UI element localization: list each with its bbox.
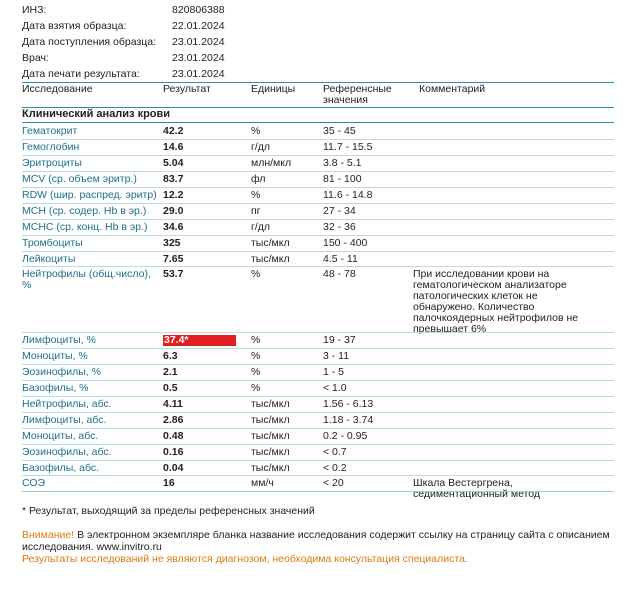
- reference-range: 3.8 - 5.1: [323, 157, 362, 169]
- header-label: ИНЗ:: [22, 4, 47, 16]
- result-units: тыс/мкл: [251, 446, 290, 458]
- result-value: 0.48: [163, 430, 184, 442]
- header-row: [22, 34, 292, 50]
- result-units: %: [251, 125, 261, 137]
- notice-text: В электронном экземпляре бланка название исследования содержит ссылку на страницу сайта с описанием исследования. www.invitro.ru: [22, 529, 610, 553]
- result-units: тыс/мкл: [251, 414, 290, 426]
- footnote: * Результат, выходящий за пределы референсных значений: [22, 505, 315, 517]
- row-separator: [22, 460, 614, 461]
- result-value: 4.11: [163, 398, 183, 410]
- col-units: Единицы: [251, 83, 296, 95]
- reference-range: 3 - 11: [323, 350, 350, 362]
- result-value: 325: [163, 237, 181, 249]
- result-units: млн/мкл: [251, 157, 292, 169]
- test-name: Гемоглобин: [22, 141, 80, 153]
- result-value: 16: [163, 477, 175, 489]
- reference-range: 27 - 34: [323, 205, 356, 217]
- row-separator: [22, 219, 614, 220]
- test-name: Моноциты, абс.: [22, 430, 99, 442]
- result-units: тыс/мкл: [251, 398, 290, 410]
- reference-range: 1.18 - 3.74: [323, 414, 374, 426]
- notice: [22, 529, 622, 553]
- row-separator: [22, 139, 614, 140]
- reference-range: 32 - 36: [323, 221, 356, 233]
- header-label: Дата взятия образца:: [22, 20, 127, 32]
- reference-range: 1 - 5: [323, 366, 345, 378]
- col-comment: Комментарий: [419, 83, 486, 95]
- test-name: Тромбоциты: [22, 237, 83, 249]
- test-name: MCH (ср. содер. Hb в эр.): [22, 205, 147, 217]
- section-title: Клинический анализ крови: [22, 108, 171, 120]
- result-units: г/дл: [251, 221, 271, 233]
- col-reference: Референсные значения: [323, 83, 392, 106]
- result-value: 7.65: [163, 253, 184, 265]
- result-units: тыс/мкл: [251, 462, 290, 474]
- notice-warning: Внимание!: [22, 529, 75, 541]
- header-rule-top: [22, 82, 614, 83]
- test-name: Лимфоциты, %: [22, 334, 96, 346]
- col-test: Исследование: [22, 83, 93, 95]
- result-value: 12.2: [163, 189, 184, 201]
- test-name: Эозинофилы, %: [22, 366, 101, 378]
- reference-range: 81 - 100: [323, 173, 362, 185]
- test-name: СОЭ: [22, 477, 46, 489]
- result-units: тыс/мкл: [251, 430, 290, 442]
- result-value: 83.7: [163, 173, 184, 185]
- row-separator: [22, 332, 614, 333]
- reference-range: < 0.2: [323, 462, 347, 474]
- result-units: %: [251, 189, 261, 201]
- result-value-flagged: 37.4*: [163, 335, 236, 346]
- result-value: 0.04: [163, 462, 184, 474]
- row-separator: [22, 266, 614, 267]
- reference-range: < 20: [323, 477, 344, 489]
- result-units: %: [251, 268, 261, 280]
- test-name: Гематокрит: [22, 125, 78, 137]
- row-separator: [22, 235, 614, 236]
- reference-range: 1.56 - 6.13: [323, 398, 374, 410]
- row-separator: [22, 187, 614, 188]
- result-units: фл: [251, 173, 266, 185]
- header-value: 22.01.2024: [172, 20, 225, 32]
- test-name: RDW (шир. распред. эритр): [22, 189, 157, 201]
- result-value: 0.16: [163, 446, 184, 458]
- result-value: 42.2: [163, 125, 184, 137]
- row-separator: [22, 396, 614, 397]
- row-separator: [22, 380, 614, 381]
- result-units: %: [251, 334, 261, 346]
- result-value: 53.7: [163, 268, 184, 280]
- result-value: 2.86: [163, 414, 184, 426]
- test-name: MCHC (ср. конц. Hb в эр.): [22, 221, 148, 233]
- test-name: Эозинофилы, абс.: [22, 446, 112, 458]
- test-name: Базофилы, %: [22, 382, 89, 394]
- test-name: Нейтрофилы (общ.число), %: [22, 268, 151, 291]
- header-value: 23.01.2024: [172, 68, 225, 80]
- row-separator: [22, 444, 614, 445]
- result-units: тыс/мкл: [251, 237, 290, 249]
- row-separator: [22, 155, 614, 156]
- row-separator: [22, 203, 614, 204]
- reference-range: 11.6 - 14.8: [323, 189, 373, 201]
- row-separator: [22, 171, 614, 172]
- disclaimer: Результаты исследований не являются диагнозом, необходима консультация специалиста.: [22, 553, 468, 565]
- col-result: Результат: [163, 83, 211, 95]
- result-value: 34.6: [163, 221, 184, 233]
- header-row: [22, 18, 292, 34]
- header-label: Дата поступления образца:: [22, 36, 157, 48]
- result-units: %: [251, 366, 261, 378]
- reference-range: 48 - 78: [323, 268, 356, 280]
- result-units: %: [251, 350, 261, 362]
- result-value: 14.6: [163, 141, 184, 153]
- result-comment: При исследовании крови на гематологическом анализаторе патологических клеток не обнаружено. Количество палочкоядерных нейтрофилов не превышает 6%: [413, 268, 579, 335]
- result-comment: Шкала Вестергрена, седиментационный метод: [413, 477, 541, 500]
- result-value: 6.3: [163, 350, 178, 362]
- reference-range: 0.2 - 0.95: [323, 430, 368, 442]
- test-name: Лимфоциты, абс.: [22, 414, 107, 426]
- reference-range: 19 - 37: [323, 334, 356, 346]
- result-value: 5.04: [163, 157, 184, 169]
- test-name: Базофилы, абс.: [22, 462, 100, 474]
- row-separator: [22, 412, 614, 413]
- reference-range: 35 - 45: [323, 125, 356, 137]
- section-rule: [22, 122, 614, 123]
- result-units: %: [251, 382, 261, 394]
- header-row: [22, 50, 292, 66]
- row-separator: [22, 428, 614, 429]
- header-value: 820806388: [172, 4, 225, 16]
- reference-range: 150 - 400: [323, 237, 368, 249]
- header-row: [22, 66, 292, 82]
- result-units: тыс/мкл: [251, 253, 290, 265]
- reference-range: < 0.7: [323, 446, 347, 458]
- test-name: Эритроциты: [22, 157, 82, 169]
- result-value: 0.5: [163, 382, 178, 394]
- result-value: 29.0: [163, 205, 184, 217]
- test-name: MCV (ср. объем эритр.): [22, 173, 137, 185]
- row-separator: [22, 348, 614, 349]
- row-separator: [22, 364, 614, 365]
- test-name: Нейтрофилы, абс.: [22, 398, 112, 410]
- test-name: Моноциты, %: [22, 350, 88, 362]
- result-units: г/дл: [251, 141, 271, 153]
- reference-range: 11.7 - 15.5: [323, 141, 373, 153]
- result-value: 2.1: [163, 366, 178, 378]
- header-label: Дата печати результата:: [22, 68, 140, 80]
- reference-range: 4.5 - 11: [323, 253, 358, 265]
- header-row: [22, 2, 292, 18]
- header-label: Врач:: [22, 52, 49, 64]
- header-value: 23.01.2024: [172, 52, 225, 64]
- reference-range: < 1.0: [323, 382, 347, 394]
- test-name: Лейкоциты: [22, 253, 76, 265]
- result-units: пг: [251, 205, 261, 217]
- table-bottom-rule: [22, 491, 614, 492]
- row-separator: [22, 475, 614, 476]
- header-value: 23.01.2024: [172, 36, 225, 48]
- row-separator: [22, 251, 614, 252]
- result-units: мм/ч: [251, 477, 274, 489]
- report-header: [22, 2, 292, 82]
